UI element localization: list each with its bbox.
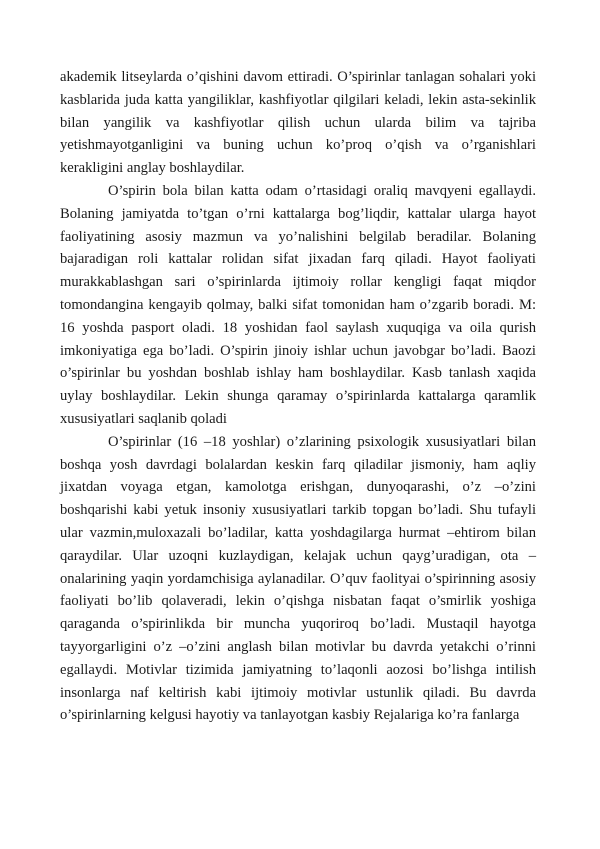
paragraph-intermediate-status: O’spirin bola bilan katta odam o’rtasidagi oraliq mavqyeni egallaydi. Bolaning jamiyatda to’tgan o’rni kattalarga bog’liqdir, kattalar ularga hayot faoliyatining asosiy mazmun va yo’nalishini belgilab beradilar. Bolaning bajaradigan roli kattalar rolidan sifat jixadan farq qiladi. Hayot faoliyati murakkablashgan sari o’spirinlarda ijtimoiy rollar kengligi faqat miqdor tomondangina kengayib qolmay, balki sifat tomonidan ham o’zgarib boradi. M: 16 yoshda pasport oladi. 18 yoshidan faol saylash xuquqiga va oila qurish imkoniyatiga ega bo’ladi. O’spirin jinoiy ishlar uchun javobgar bo’ladi. Baozi o’spirinlar bu yoshdan boshlab ishlay ham boshlaydilar. Kasb tanlash xaqida uylay boshlaydilar. Lekin shunga qaramay o’spirinlarda kattalarga qaramlik xususiyatlari saqlanib qoladi	[60, 182, 536, 427]
paragraph-psychological-traits: O’spirinlar (16 –18 yoshlar) o’zlarining psixologik xususiyatlari bilan boshqa yosh davrdagi bolalardan keskin farq qiladilar jismoniy, ham aqliy jixatdan voyaga etgan, kamolotga erishgan, dunyoqarashi, o’z –o’zini boshqarishi kabi yetuk insoniy xususiyatlari tarkib topgan bo’ladi. Shu tufayli ular vazmin,muloxazali bo’ladilar, katta yoshdagilarga hurmat –ehtirom bilan qaraydilar. Ular uzoqni kuzlaydigan, kelajak uchun qayg’uradigan, ota – onalarining yaqin yordamchisiga aylanadilar. O’quv faolityai o’spirinning asosiy faoliyati bo’lib qolaveradi, lekin o’qishga nisbatan faqat o’smirlik yoshiga qaraganda o’spirinlikda bir muncha yuqoriroq bo’ladi. Mustaqil hayotga tayyorgarligini o’z –o’zini anglash bilan motivlar bu davrda yetakchi o’rinni egallaydi. Motivlar tizimida jamiyatning to’laqonli aozosi bo’lishga intilish insonlarga naf keltirish kabi ijtimoiy motivlar ustunlik qiladi. Bu davrda o’spirinlarning kelgusi hayotiy va tanlayotgan kasbiy Rejalariga ko’ra fanlarga	[60, 433, 536, 724]
body-text	[60, 66, 536, 727]
paragraph-continuation: akademik litseylarda o’qishini davom ettiradi. O’spirinlar tanlagan sohalari yoki kasblarida juda katta yangiliklar, kashfiyotlar qilgilari keladi, lekin asta-sekinlik bilan yangilik va kashfiyotlar qilish uchun ularda bilim va tajriba yetishmayotganligini va buning uchun ko’proq o’qish va o’rganishlari kerakligini anglay boshlaydilar.	[60, 69, 536, 177]
